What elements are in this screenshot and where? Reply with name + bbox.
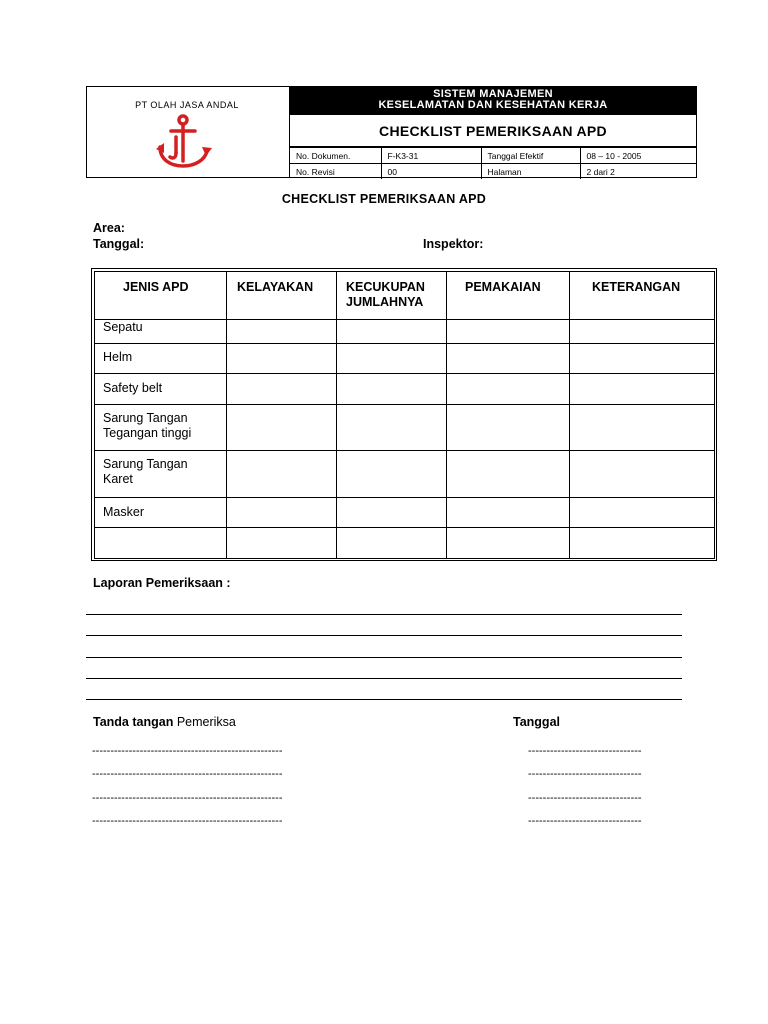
table-row [95, 451, 715, 498]
cell-kelayakan[interactable] [227, 451, 337, 498]
table-row [95, 374, 715, 405]
eff-date-label: Tanggal Efektif [481, 148, 580, 164]
cell-kecukupan[interactable] [337, 528, 447, 559]
inspector-label: Inspektor: [423, 237, 484, 251]
page-value: 2 dari 2 [580, 164, 696, 180]
col-header-keterangan: KETERANGAN [570, 272, 715, 320]
table-row [95, 320, 715, 344]
table-row [95, 405, 715, 451]
signature-line[interactable]: ---------------------------------------------------- [92, 815, 283, 827]
report-label: Laporan Pemeriksaan : [93, 576, 231, 590]
signature-line[interactable]: ---------------------------------------------------- [92, 792, 283, 804]
cell-kecukupan[interactable] [337, 405, 447, 451]
cell-pemakaian[interactable] [447, 528, 570, 559]
cell-keterangan[interactable] [570, 498, 715, 528]
date-line[interactable]: ------------------------------- [528, 768, 642, 780]
cell-keterangan[interactable] [570, 451, 715, 498]
col-header-pemakaian: PEMAKAIAN [447, 272, 570, 320]
date-line[interactable]: ------------------------------- [528, 745, 642, 757]
date-line[interactable]: ------------------------------- [528, 792, 642, 804]
cell-jenis[interactable] [95, 528, 227, 559]
date-line[interactable]: ------------------------------- [528, 815, 642, 827]
col-header-kecukupan: KECUKUPAN JUMLAHNYA [337, 272, 447, 320]
cell-pemakaian[interactable] [447, 405, 570, 451]
report-line[interactable] [86, 699, 682, 700]
revision-label: No. Revisi [290, 164, 381, 180]
revision-value: 00 [381, 164, 481, 180]
cell-jenis: Sepatu [95, 320, 227, 344]
cell-kecukupan[interactable] [337, 451, 447, 498]
document-meta-table [290, 147, 696, 179]
report-line[interactable] [86, 678, 682, 679]
cell-jenis: Masker [95, 498, 227, 528]
company-name: PT OLAH JASA ANDAL [135, 100, 239, 110]
table-row [95, 344, 715, 374]
signature-label-normal: Pemeriksa [176, 715, 236, 729]
doc-no-label: No. Dokumen. [290, 148, 381, 164]
cell-keterangan[interactable] [570, 320, 715, 344]
cell-kecukupan[interactable] [337, 498, 447, 528]
cell-jenis: Sarung Tangan Tegangan tinggi [95, 405, 227, 451]
date-label: Tanggal: [93, 237, 145, 251]
area-label: Area: [93, 221, 125, 235]
signature-line[interactable]: ---------------------------------------------------- [92, 768, 283, 780]
checklist-table [94, 271, 715, 559]
report-line[interactable] [86, 635, 682, 636]
cell-kelayakan[interactable] [227, 320, 337, 344]
cell-jenis: Sarung Tangan Karet [95, 451, 227, 498]
signature-line[interactable]: ---------------------------------------------------- [92, 745, 283, 757]
cell-pemakaian[interactable] [447, 320, 570, 344]
cell-jenis: Helm [95, 344, 227, 374]
col-header-kelayakan: KELAYAKAN [227, 272, 337, 320]
col-header-jenis: JENIS APD [95, 272, 227, 320]
cell-jenis: Safety belt [95, 374, 227, 405]
cell-kelayakan[interactable] [227, 405, 337, 451]
signature-label-bold: Tanda tangan [93, 715, 174, 729]
cell-kelayakan[interactable] [227, 528, 337, 559]
eff-date-value: 08 – 10 - 2005 [580, 148, 696, 164]
cell-keterangan[interactable] [570, 405, 715, 451]
table-row [95, 528, 715, 559]
form-title: CHECKLIST PEMERIKSAAN APD [290, 115, 696, 147]
system-title-line1: SISTEM MANAJEMEN [433, 88, 553, 100]
cell-kelayakan[interactable] [227, 374, 337, 405]
cell-keterangan[interactable] [570, 528, 715, 559]
cell-kelayakan[interactable] [227, 344, 337, 374]
system-title [290, 87, 696, 115]
cell-kecukupan[interactable] [337, 320, 447, 344]
cell-kecukupan[interactable] [337, 344, 447, 374]
system-title-line2: KESELAMATAN DAN KESEHATAN KERJA [378, 99, 608, 111]
cell-pemakaian[interactable] [447, 344, 570, 374]
anchor-logo-icon [153, 113, 217, 171]
cell-pemakaian[interactable] [447, 451, 570, 498]
cell-keterangan[interactable] [570, 344, 715, 374]
table-row [95, 498, 715, 528]
table-header-row [95, 272, 715, 320]
report-line[interactable] [86, 614, 682, 615]
cell-kelayakan[interactable] [227, 498, 337, 528]
company-cell [87, 87, 290, 177]
report-line[interactable] [86, 657, 682, 658]
signature-label [93, 715, 236, 729]
cell-kecukupan[interactable] [337, 374, 447, 405]
document-header [86, 86, 697, 178]
doc-no-value: F-K3-31 [381, 148, 481, 164]
checklist-table-frame [91, 268, 717, 561]
cell-keterangan[interactable] [570, 374, 715, 405]
cell-pemakaian[interactable] [447, 498, 570, 528]
page-label: Halaman [481, 164, 580, 180]
signature-date-label: Tanggal [513, 715, 560, 729]
cell-pemakaian[interactable] [447, 374, 570, 405]
page-title: CHECKLIST PEMERIKSAAN APD [281, 192, 487, 206]
